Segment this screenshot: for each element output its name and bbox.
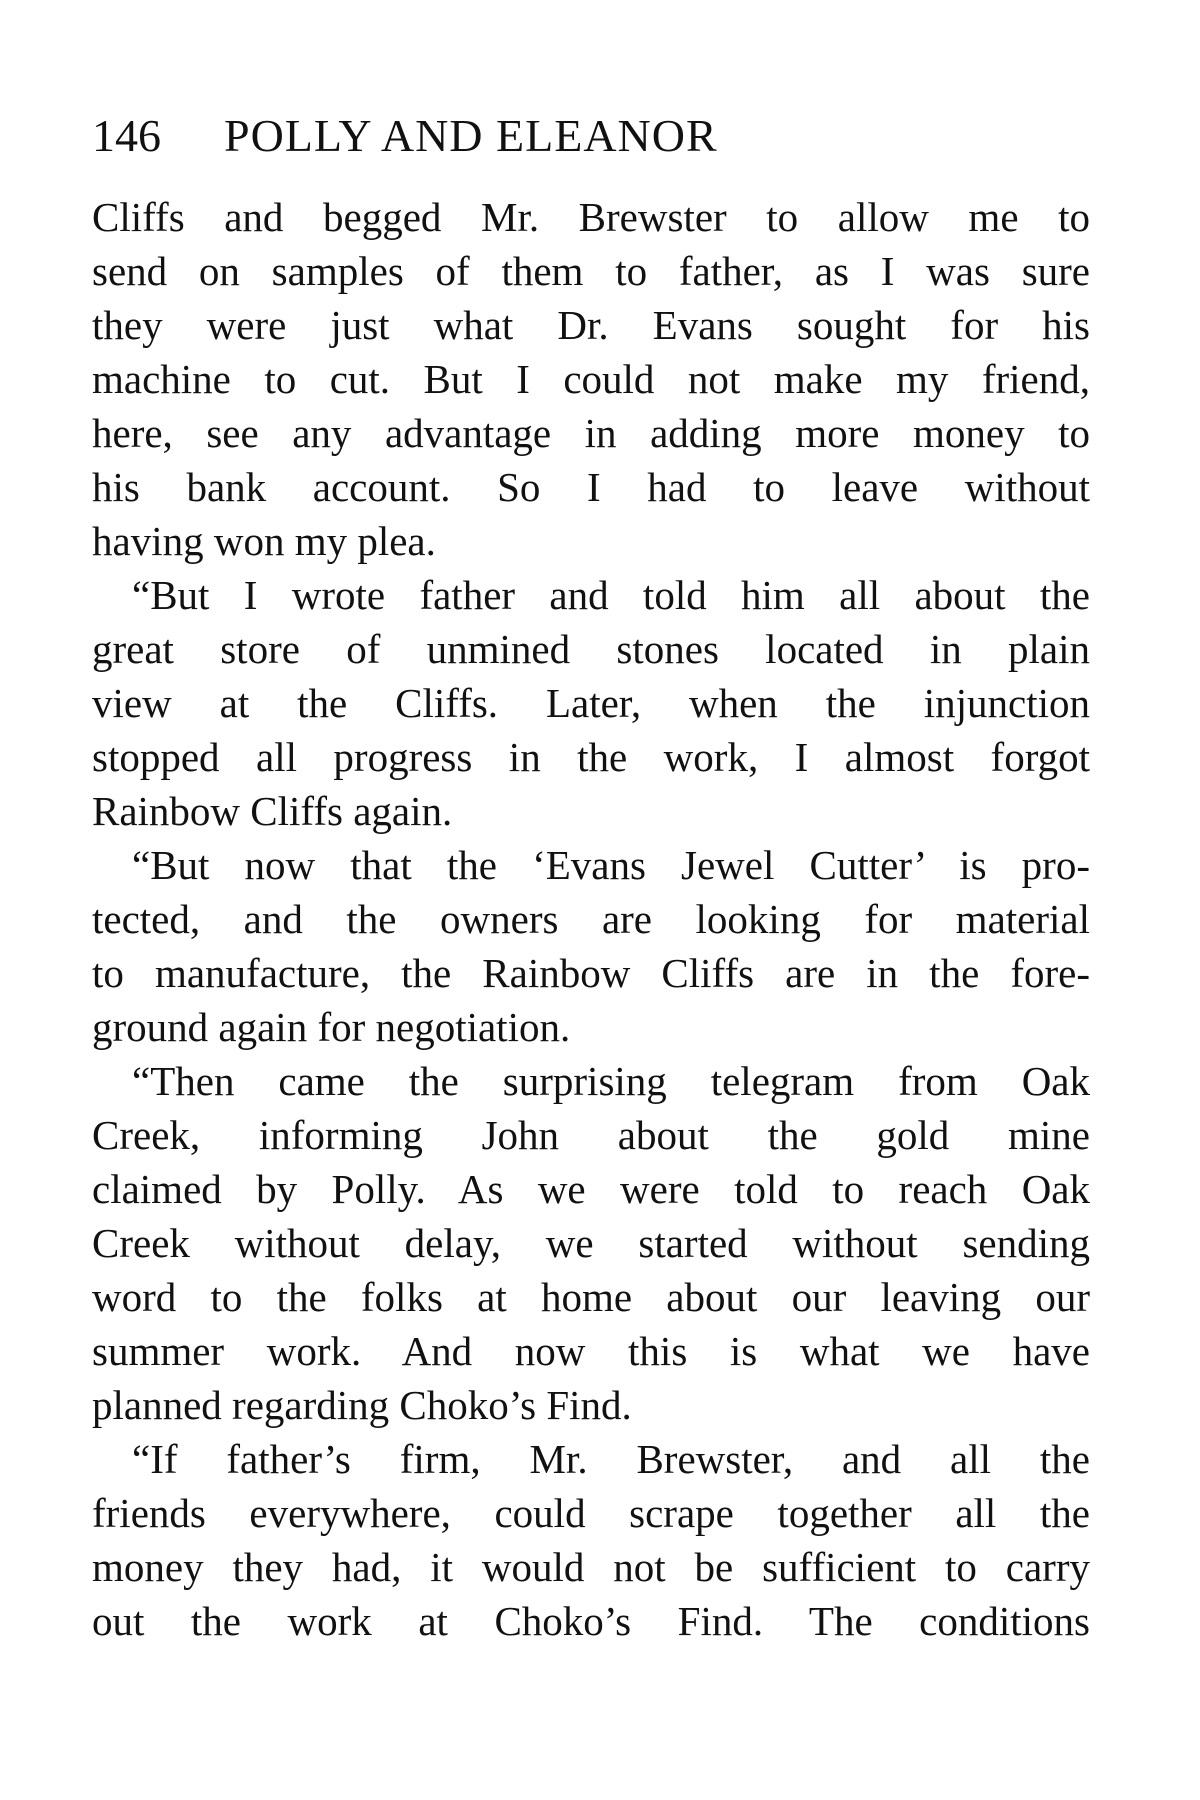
text-line: machine to cut. But I could not make my friend, <box>92 356 1090 402</box>
text-line: money they had, it would not be sufficient to carry <box>92 1544 1090 1590</box>
text-line: tected, and the owners are looking for material <box>92 896 1090 942</box>
text-line: “But now that the ‘Evans Jewel Cutter’ is pro- <box>132 842 1090 888</box>
text-line: send on samples of them to father, as I was sure <box>92 248 1090 294</box>
text-line: Cliffs and begged Mr. Brewster to allow me to <box>92 194 1090 240</box>
book-title: POLLY AND ELEANOR <box>224 110 718 161</box>
text-line: out the work at Choko’s Find. The conditions <box>92 1598 1090 1644</box>
text-line: great store of unmined stones located in plain <box>92 626 1090 672</box>
body-text <box>92 190 1090 1648</box>
text-line: ground again for negotiation. <box>92 1004 571 1050</box>
text-line: stopped all progress in the work, I almost forgot <box>92 734 1090 780</box>
running-head <box>92 104 1092 168</box>
text-line: “Then came the surprising telegram from Oak <box>132 1058 1090 1104</box>
text-line: Creek without delay, we started without sending <box>92 1220 1090 1266</box>
text-line: planned regarding Choko’s Find. <box>92 1382 632 1428</box>
text-line: friends everywhere, could scrape together all the <box>92 1490 1090 1536</box>
page-number: 146 <box>92 110 161 161</box>
text-line: “But I wrote father and told him all about the <box>132 572 1090 618</box>
text-line: having won my plea. <box>92 518 436 564</box>
text-line: Creek, informing John about the gold mine <box>92 1112 1090 1158</box>
text-line: claimed by Polly. As we were told to reach Oak <box>92 1166 1090 1212</box>
text-line: they were just what Dr. Evans sought for his <box>92 302 1090 348</box>
text-line: his bank account. So I had to leave without <box>92 464 1090 510</box>
text-line: to manufacture, the Rainbow Cliffs are in the fore- <box>92 950 1090 996</box>
text-line: view at the Cliffs. Later, when the injunction <box>92 680 1090 726</box>
text-line: “If father’s firm, Mr. Brewster, and all the <box>132 1436 1090 1482</box>
text-line: word to the folks at home about our leaving our <box>92 1274 1090 1320</box>
text-line: summer work. And now this is what we have <box>92 1328 1090 1374</box>
text-line: Rainbow Cliffs again. <box>92 788 453 834</box>
text-line: here, see any advantage in adding more money to <box>92 410 1090 456</box>
